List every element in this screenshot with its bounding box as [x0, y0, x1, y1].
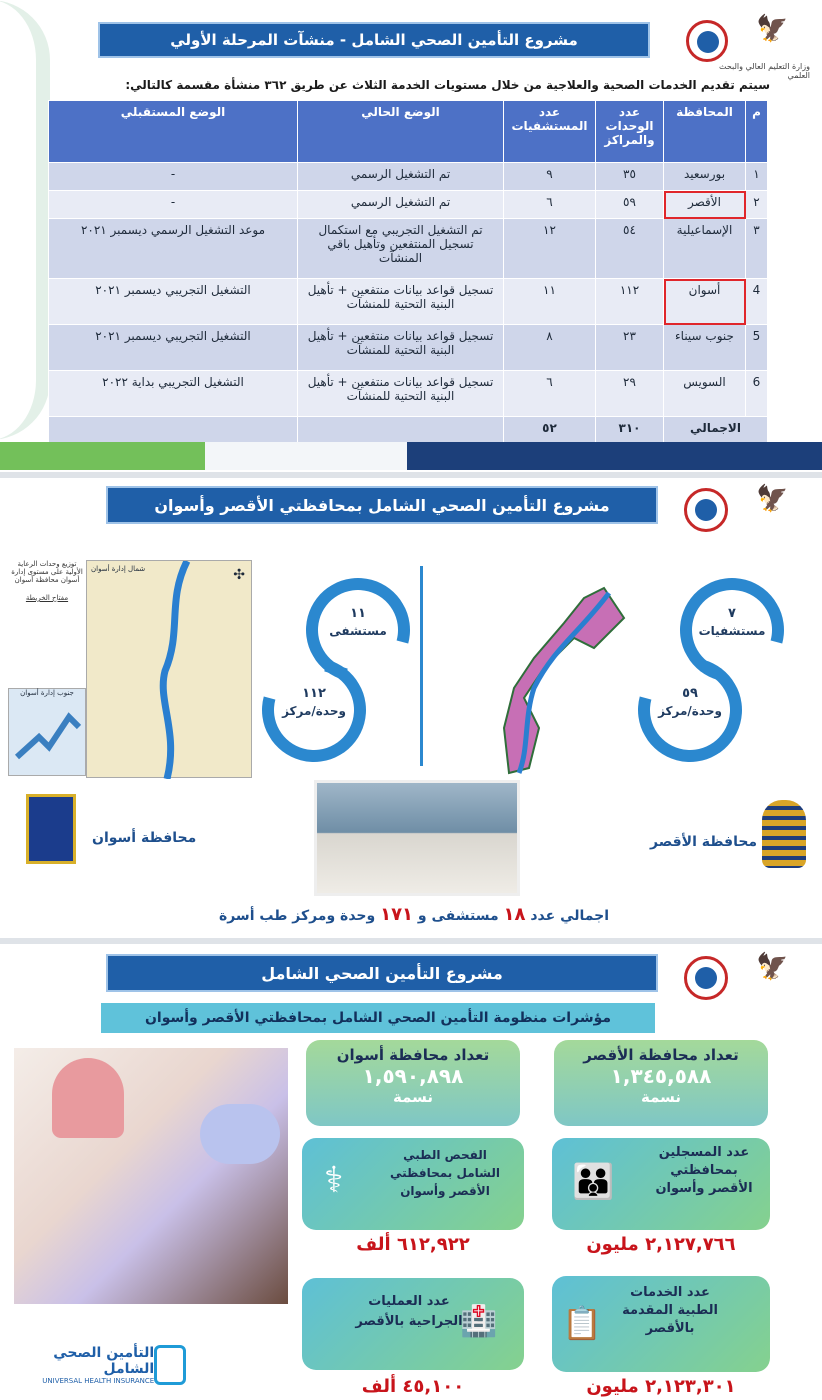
slide-facilities-table — [0, 0, 822, 472]
nurse-patient-photo — [14, 1048, 288, 1304]
uhi-logo — [10, 1340, 186, 1390]
cell: التشغيل التجريبي بداية ٢٠٢٢ — [49, 371, 298, 417]
egypt-eagle-icon: 🦅 — [756, 952, 789, 982]
cell: تم التشغيل التجريبي مع استكمال تسجيل المنتفعين وتأهيل باقي المنشآت — [298, 219, 504, 279]
cell-governorate: بورسعيد — [664, 163, 746, 191]
cell: - — [49, 163, 298, 191]
surgeries-card — [302, 1278, 524, 1370]
luxor-units-count: ٥٩ — [682, 686, 698, 701]
cell: - — [49, 191, 298, 219]
cell: ٥٩ — [596, 191, 664, 219]
slide-title: مشروع التأمين الصحي الشامل - منشآت المرحلة الأولي — [98, 22, 650, 58]
egypt-eagle-icon: 🦅 — [756, 14, 789, 44]
cell: ٢٩ — [596, 371, 664, 417]
cell: ٩ — [504, 163, 596, 191]
card-text: عدد العمليات الجراحية بالأقصر — [355, 1294, 463, 1329]
summary-line — [214, 904, 614, 925]
card-text: عدد المسجلين بمحافظتي الأقصر وأسوان — [655, 1145, 753, 1197]
card-unit: نسمة — [392, 1088, 434, 1106]
map-north-label: شمال إدارة أسوان — [91, 565, 146, 573]
table-row — [49, 191, 768, 219]
decor-left-curve — [0, 0, 50, 440]
aswan-hospital-label: مستشفى — [329, 624, 387, 638]
intro-text: سيتم تقديم الخدمات الصحية والعلاجية من خلال مستويات الخدمة الثلاث عن طريق ٣٦٢ منشأة مقسمة كالتالي: — [125, 78, 770, 92]
footer-strip-green — [0, 442, 205, 470]
footer-strip-white — [205, 442, 407, 470]
cell: ٨ — [504, 325, 596, 371]
luxor-units-label: وحدة/مركز — [658, 704, 722, 718]
cell: التشغيل التجريبي ديسمبر ٢٠٢١ — [49, 325, 298, 371]
table-total-row — [49, 417, 768, 443]
uhi-english: UNIVERSAL HEALTH INSURANCE — [42, 1377, 155, 1385]
cell: ٣٥ — [596, 163, 664, 191]
map-title: توزيع وحدات الرعاية الأولية على مستوى إدارة أسوان محافظة أسوان — [11, 560, 83, 584]
cell: ٣ — [746, 219, 768, 279]
pharaoh-mask-icon — [762, 800, 806, 868]
summary-text-a: اجمالي عدد — [530, 908, 610, 924]
cell: ٢٣ — [596, 325, 664, 371]
cell: ٦ — [504, 371, 596, 417]
table-row — [49, 325, 768, 371]
surgeries-value: ٤٥,١٠٠ ألف — [361, 1376, 465, 1397]
card-unit: نسمة — [640, 1088, 682, 1106]
cell: 5 — [746, 325, 768, 371]
card-text: الفحص الطبي الشامل بمحافظتي الأقصر وأسوان — [390, 1148, 500, 1198]
cell: ٥٤ — [596, 219, 664, 279]
col-header: عدد الوحدات والمراكز — [596, 101, 664, 163]
cell-governorate: الإسماعيلية — [664, 219, 746, 279]
map-legend-label: مفتاح الخريطة — [25, 594, 69, 602]
photo-patient-turban — [200, 1104, 280, 1164]
cell: تسجيل قواعد بيانات منتفعين + تأهيل البنية التحتية للمنشآت — [298, 325, 504, 371]
map-south-label: جنوب إدارة أسوان — [20, 689, 74, 697]
col-header: الوضع الحالي — [298, 101, 504, 163]
aswan-emblem-icon — [26, 794, 76, 864]
cell: تسجيل قواعد بيانات منتفعين + تأهيل البنية التحتية للمنشآت — [298, 371, 504, 417]
indicators-subtitle: مؤشرات منظومة التأمين الصحي الشامل بمحافظتي الأقصر وأسوان — [100, 1002, 656, 1034]
medical-report-icon: 📋 — [562, 1304, 602, 1342]
cell: ١١٢ — [596, 279, 664, 325]
medical-services-value: ٢,١٢٣,٣٠١ مليون — [586, 1376, 736, 1397]
cell: ٢ — [746, 191, 768, 219]
slide-title: مشروع التأمين الصحي الشامل — [106, 954, 658, 992]
medical-exam-card — [302, 1138, 524, 1230]
egypt-eagle-icon: 🦅 — [756, 484, 789, 514]
cell-governorate: السويس — [664, 371, 746, 417]
aswan-map — [86, 560, 252, 778]
cell: تم التشغيل الرسمي — [298, 191, 504, 219]
registered-card — [552, 1138, 770, 1230]
map-nile-path — [87, 561, 253, 779]
cell: ١١ — [504, 279, 596, 325]
table-row — [49, 163, 768, 191]
col-header: الوضع المستقبلي — [49, 101, 298, 163]
compass-icon: ✣ — [233, 567, 245, 583]
cell-governorate-highlight: الأقصر — [664, 191, 746, 219]
ministry-health-logo — [684, 488, 728, 532]
footer-strip-navy — [407, 442, 822, 470]
cell: ١٢ — [504, 219, 596, 279]
summary-hospitals: ١٨ — [503, 904, 526, 925]
card-value: ١,٣٤٥,٥٨٨ — [610, 1064, 712, 1088]
divider-line — [420, 566, 423, 766]
map-legend-panel — [8, 560, 86, 670]
card-text: عدد الخدمات الطبية المقدمة بالأقصر — [622, 1285, 718, 1337]
hospital-room-photo — [314, 780, 520, 896]
table-row — [49, 371, 768, 417]
aswan-units-count: ١١٢ — [302, 686, 326, 701]
table-row — [49, 219, 768, 279]
aswan-hospital-count: ١١ — [350, 606, 366, 621]
luxor-governorate-label: محافظة الأقصر — [650, 834, 758, 850]
aswan-units-label: وحدة/مركز — [282, 704, 346, 718]
card-title: تعداد محافظة الأقصر — [583, 1046, 739, 1064]
cell: 6 — [746, 371, 768, 417]
cell: تم التشغيل الرسمي — [298, 163, 504, 191]
aswan-population-card — [306, 1040, 520, 1126]
ministry-caption: وزارة التعليم العالي والبحث العلمي — [719, 62, 810, 80]
card-title: تعداد محافظة أسوان — [336, 1046, 490, 1064]
cell-governorate: جنوب سيناء — [664, 325, 746, 371]
summary-text-c: وحدة ومركز طب أسرة — [218, 908, 376, 924]
luxor-population-card — [554, 1040, 768, 1126]
medical-exam-value: ٦١٢,٩٢٢ ألف — [356, 1234, 470, 1255]
slide-title: مشروع التأمين الصحي الشامل بمحافظتي الأقصر وأسوان — [106, 486, 658, 524]
cell: تسجيل قواعد بيانات منتفعين + تأهيل البنية التحتية للمنشآت — [298, 279, 504, 325]
registered-value: ٢,١٢٧,٧٦٦ مليون — [586, 1234, 736, 1255]
photo-nurse-hijab — [52, 1058, 124, 1138]
cell — [298, 417, 504, 443]
summary-text-b: مستشفى و — [417, 908, 499, 924]
surgery-icon: 🏥 — [460, 1304, 498, 1339]
uhi-mark-icon — [154, 1345, 186, 1385]
map-lake-shape — [9, 697, 87, 767]
cell: 4 — [746, 279, 768, 325]
family-icon: 👪 — [572, 1162, 615, 1202]
slide-luxor-aswan — [0, 478, 822, 938]
stethoscope-icon: ⚕ — [324, 1160, 344, 1201]
cell: موعد التشغيل الرسمي ديسمبر ٢٠٢١ — [49, 219, 298, 279]
luxor-hospital-count: ٧ — [728, 606, 736, 621]
ministry-health-logo — [684, 956, 728, 1000]
uhi-arabic: التأمين الصحي الشامل — [53, 1345, 155, 1377]
total-units: ٣١٠ — [596, 417, 664, 443]
cell-governorate-highlight: أسوان — [664, 279, 746, 325]
luxor-map — [484, 578, 634, 778]
cell: ١ — [746, 163, 768, 191]
col-header: عدد المستشفيات — [504, 101, 596, 163]
total-hospitals: ٥٢ — [504, 417, 596, 443]
cell: ٦ — [504, 191, 596, 219]
cell: التشغيل التجريبي ديسمبر ٢٠٢١ — [49, 279, 298, 325]
col-header: م — [746, 101, 768, 163]
card-value: ١,٥٩٠,٨٩٨ — [362, 1064, 464, 1088]
south-aswan-map — [8, 688, 86, 776]
facilities-table — [48, 100, 768, 443]
luxor-hospital-label: مستشفيات — [698, 624, 766, 638]
cell — [49, 417, 298, 443]
total-label: الاجمالي — [664, 417, 768, 443]
medical-services-card — [552, 1276, 770, 1372]
ministry-health-logo — [686, 20, 728, 62]
table-row — [49, 279, 768, 325]
summary-units: ١٧١ — [380, 904, 414, 925]
slide-indicators — [0, 944, 822, 1400]
aswan-governorate-label: محافظة أسوان — [92, 830, 197, 846]
col-header: المحافظة — [664, 101, 746, 163]
